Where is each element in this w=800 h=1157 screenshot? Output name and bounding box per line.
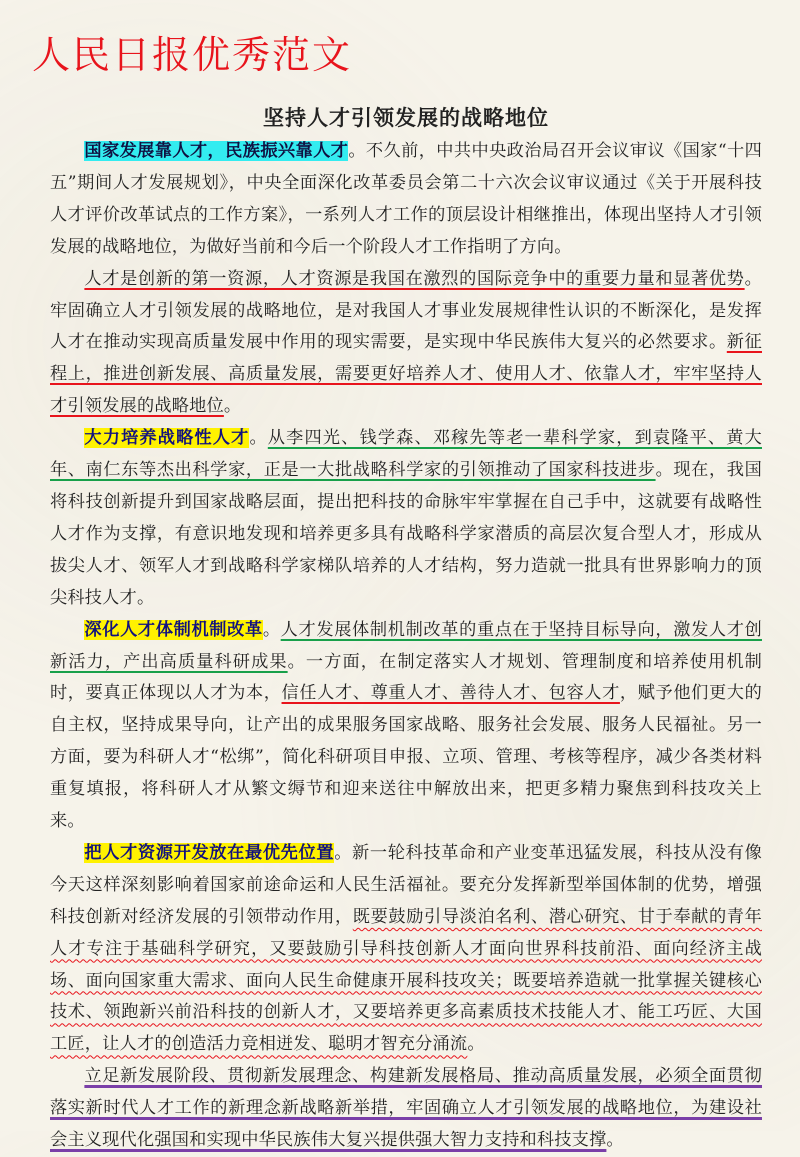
underlined-sentence: 新征程上，推进创新发展、高质量发展，需要更好培养人才、使用人才、依靠人才，牢牢坚持人才引领发展的战略地位 <box>50 332 762 417</box>
highlight-heading: 大力培养战略性人才 <box>84 428 250 449</box>
paragraph-text: 。一方面，在制定落实人才规划、管理制度和培养使用机制时，要真正体现以人才为本， <box>50 651 763 704</box>
highlight-heading: 国家发展靠人才，民族振兴靠人才 <box>84 141 349 161</box>
underlined-sentence: 立足新发展阶段、贯彻新发展理念、构建新发展格局、推动高质量发展，必须全面贯彻落实新时代人才工作的新理念新战略新举措，牢固确立人才引领发展的战略地位，为建设社会主义现代化强国和实现中华民族伟大复兴提供强大智力支持和科技支撑 <box>50 1066 762 1151</box>
paragraph-3 <box>50 423 762 614</box>
paragraph-text: 。牢固确立人才引领发展的战略地位，是对我国人才事业发展规律性认识的不断深化，是发挥人才在推动实现高质量发展中作用的现实需要，是实现中华民族伟大复兴的必然要求。 <box>50 268 762 353</box>
article-title: 坚持人才引领发展的战略地位 <box>263 106 549 130</box>
paragraph-text: 。 <box>262 619 281 640</box>
paragraph-text: 。现在，我国将科技创新提升到国家战略层面，提出把科技的命脉牢牢掌握在自己手中，这就要有战略性人才作为支撑，有意识地发现和培养更多具有战略科学家潜质的高层次复合型人才，形成从拔尖人才、领军人才到战略科学家梯队培养的人才结构，努力造就一批具有世界影响力的顶尖科技人才。 <box>50 460 763 608</box>
paragraph-text: 。 <box>606 1130 624 1151</box>
paragraph-6 <box>50 1061 762 1157</box>
paragraph-text: 。 <box>249 428 268 449</box>
article <box>50 102 762 1157</box>
underlined-phrase: 信任人才、尊重人才、善待人才、包容人才 <box>281 683 620 704</box>
underlined-sentence: 人才发展体制机制改革的重点在于坚持目标导向，激发人才创新活力，产出高质量科研成果 <box>50 619 762 672</box>
highlight-heading: 深化人才体制机制改革 <box>84 619 263 640</box>
paragraph-2 <box>50 264 762 424</box>
paragraph-4 <box>50 615 762 838</box>
paragraph-text: 。新一轮科技革命和产业变革迅猛发展，科技从没有像今天这样深刻影响着国家前途命运和人民生活福祉。要充分发挥新型举国体制的优势，增强科技创新对经济发展的引领带动作用， <box>50 842 762 927</box>
paragraph-text: 。 <box>223 396 242 417</box>
underlined-sentence: 从李四光、钱学森、邓稼先等老一辈科学家，到袁隆平、黄大年、南仁东等杰出科学家，正是一大批战略科学家的引领推动了国家科技进步 <box>50 428 762 481</box>
page-header: 人民日报优秀范文 <box>32 33 353 77</box>
paragraph-text: ，赋予他们更大的自主权，坚持成果导向，让产出的成果服务国家战略、服务社会发展、服务人民福祉。另一方面，要为科研人才“松绑”，简化科研项目申报、立项、管理、考核等程序，减少各类材料重复填报，将科研人才从繁文缛节和迎来送往中解放出来，把更多精力聚焦到科技攻关上来。 <box>50 683 762 832</box>
paragraph-5 <box>50 838 762 1061</box>
underlined-sentence: 人才是创新的第一资源，人才资源是我国在激烈的国际竞争中的重要力量和显著优势 <box>84 268 745 289</box>
paragraph-1 <box>50 136 762 264</box>
highlight-heading: 把人才资源开发放在最优先位置 <box>84 842 335 863</box>
paragraph-text: 。不久前，中共中央政治局召开会议审议《国家“十四五”期间人才发展规划》，中央全面深化改革委员会第二十六次会议审议通过《关于开展科技人才评价改革试点的工作方案》，一系列人才工作的顶层设计相继推出，体现出坚持人才引领发展的战略地位，为做好当前和今后一个阶段人才工作指明了方向。 <box>50 141 762 257</box>
wavy-underlined-sentence: 既要鼓励引导淡泊名利、潜心研究、甘于奉献的青年人才专注于基础科学研究，又要鼓励引导科技创新人才面向世界科技前沿、面向经济主战场、面向国家重大需求、面向人民生命健康开展科技攻关；既要培养造就一批掌握关键核心技术、领跑新兴前沿科技的创新人才，又要培养更多高素质技术技能人才、能工巧匠、大国工匠，让人才的创造活力竞相迸发、聪明才智充分涌流 <box>50 906 762 1055</box>
paragraph-text: 。 <box>467 1034 485 1055</box>
